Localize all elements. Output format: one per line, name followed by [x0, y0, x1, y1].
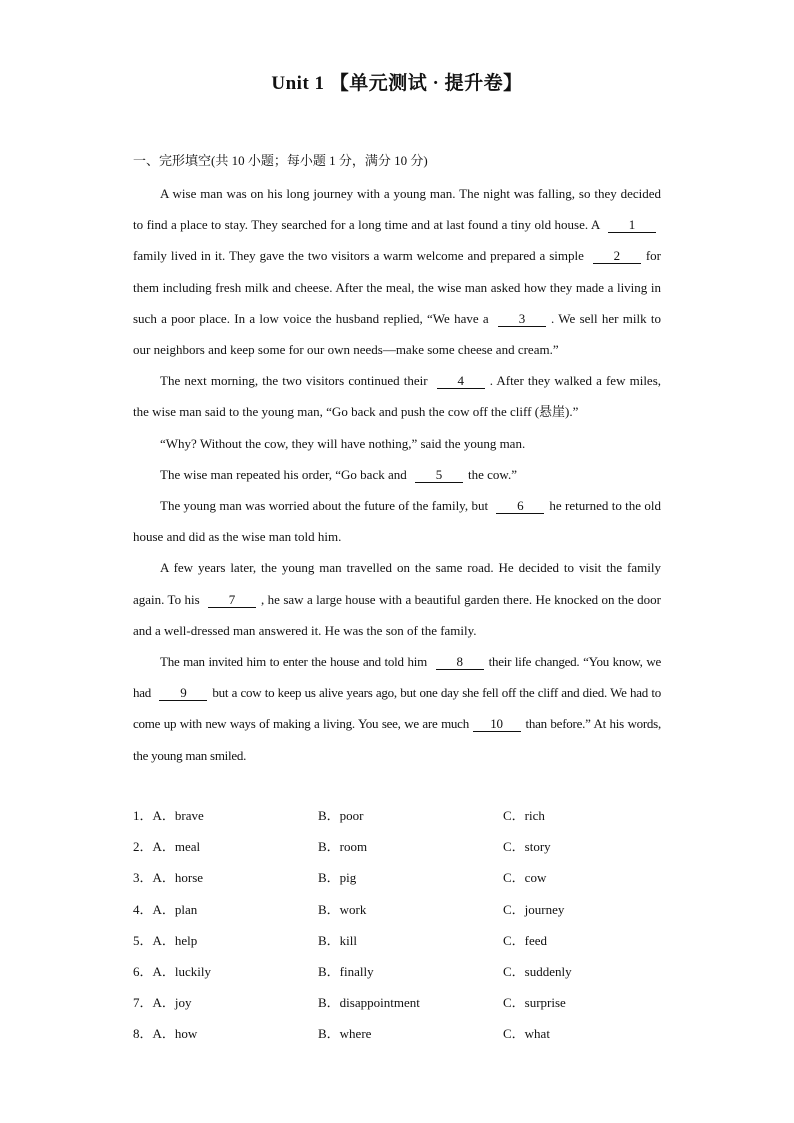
blank-8: 8 — [436, 654, 484, 670]
passage-text: The wise man repeated his order, “Go back and — [160, 466, 407, 482]
question-row — [133, 956, 693, 987]
passage-text: their life changed. “You know, we had — [133, 654, 662, 701]
question-option-a: 3．A．horse — [133, 870, 204, 886]
passage-paragraph: “Why? Without the cow, they will have nothing,” said the young man. — [160, 435, 526, 451]
passage-text: The next morning, the two visitors continued their — [160, 373, 428, 389]
blank-7: 7 — [208, 592, 256, 608]
passage-text: . We sell her milk to our neighbors and keep some for our own needs—make some cheese and cream.” — [133, 310, 662, 358]
passage-text: , he saw a large house with a beautiful garden there. He knocked on the door and a well-dressed man answered it. He was the son of the family. — [133, 591, 662, 638]
blank-2: 2 — [593, 248, 641, 264]
question-option-c: C．rich — [503, 808, 545, 823]
passage-paragraph — [133, 490, 661, 552]
question-row — [133, 862, 693, 893]
passage-paragraph — [133, 178, 661, 365]
question-option-a: 1．A．brave — [133, 808, 204, 823]
question-row — [133, 894, 693, 925]
question-option-c: C．feed — [503, 932, 548, 948]
blank-3: 3 — [498, 311, 546, 327]
question-row — [133, 1018, 693, 1049]
question-option-c: C．what — [503, 1026, 550, 1042]
answer-options — [133, 800, 693, 1050]
passage-text: . After they walked a few miles, the wise man said to the young man, “Go back and push the cow off the cliff (悬崖).” — [133, 373, 662, 420]
passage-paragraph — [133, 646, 661, 771]
question-option-c: C．journey — [503, 901, 565, 917]
passage-text: for them including fresh milk and cheese. After the meal, the wise man asked how they made a living in such a poor place. In a low voice the husband replied, “We have a — [133, 248, 661, 326]
question-option-b: B．kill — [318, 932, 358, 948]
passage-paragraph — [133, 365, 661, 427]
passage-text: he returned to the old house and did as the wise man told him. — [133, 498, 662, 545]
passage-text: The young man was worried about the future of the family, but — [160, 498, 489, 514]
passage-paragraph — [133, 552, 661, 646]
passage-text: but a cow to keep us alive years ago, but one day she fell off the cliff and died. We had to come up with new ways of making a living. You see, we are much — [133, 685, 662, 732]
question-row — [133, 925, 693, 956]
blank-9: 9 — [159, 685, 207, 701]
question-row — [133, 987, 693, 1018]
question-option-a: 4．A．plan — [133, 901, 198, 917]
question-option-a: 2．A．meal — [133, 839, 201, 855]
question-option-a: 6．A．luckily — [133, 963, 212, 979]
blank-6: 6 — [496, 498, 544, 514]
question-option-c: C．cow — [503, 870, 547, 886]
question-option-a: 7．A．joy — [133, 995, 192, 1011]
question-option-b: B．pig — [318, 870, 357, 886]
question-option-c: C．suddenly — [503, 963, 572, 979]
passage-text: The man invited him to enter the house and told him — [160, 654, 427, 670]
passage-text: the cow.” — [468, 466, 517, 482]
question-option-c: C．story — [503, 839, 551, 855]
section-heading: 一、完形填空(共 10 小题；每小题 1 分，满分 10 分) — [133, 153, 428, 168]
passage-text: family lived in it. They gave the two visitors a warm welcome and prepared a simple — [133, 248, 584, 264]
blank-10: 10 — [473, 716, 521, 732]
question-row — [133, 800, 693, 831]
question-option-a: 8．A．how — [133, 1026, 198, 1042]
question-option-a: 5．A．help — [133, 932, 198, 948]
blank-1: 1 — [608, 217, 656, 233]
question-row — [133, 831, 693, 862]
passage-paragraph — [133, 459, 661, 490]
question-option-b: B．work — [318, 901, 367, 917]
question-option-c: C．surprise — [503, 995, 566, 1011]
question-option-b: B．room — [318, 839, 368, 855]
passage-text: A wise man was on his long journey with a young man. The night was falling, so they decided to find a place to stay. They searched for a long time and at last found a tiny old house. A — [133, 186, 661, 233]
question-option-b: B．where — [318, 1026, 372, 1042]
cloze-passage — [133, 178, 661, 771]
question-option-b: B．poor — [318, 808, 364, 823]
blank-5: 5 — [415, 467, 463, 483]
question-option-b: B．disappointment — [318, 995, 420, 1011]
question-option-b: B．finally — [318, 963, 374, 979]
passage-text: than before.” At his words, the young man smiled. — [133, 716, 661, 763]
blank-4: 4 — [437, 373, 485, 389]
passage-text: A few years later, the young man travelled on the same road. He decided to visit the family again. To his — [133, 560, 661, 607]
page-title: Unit 1 【单元测试 · 提升卷】 — [271, 73, 523, 94]
